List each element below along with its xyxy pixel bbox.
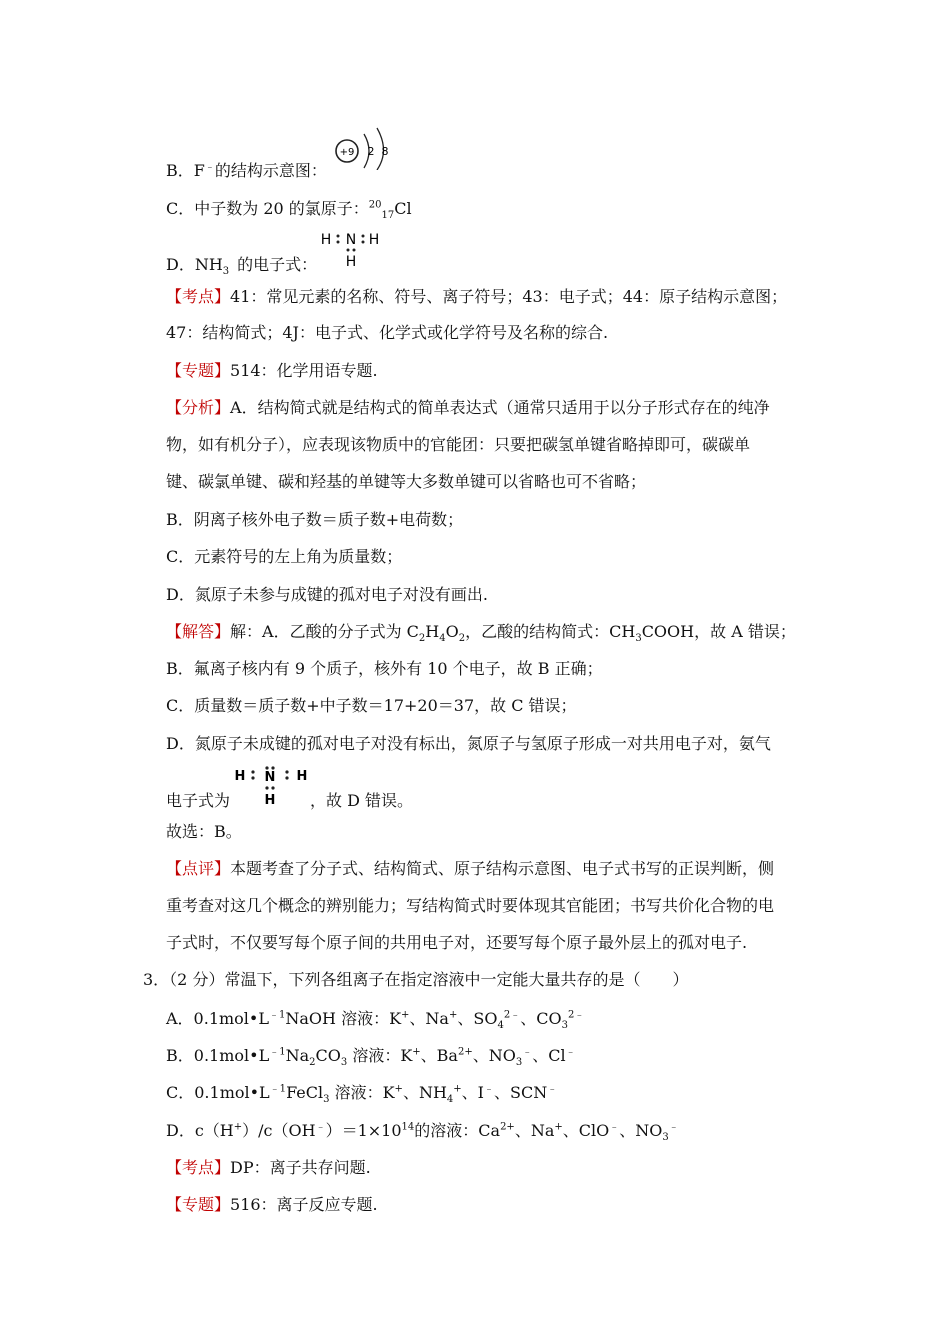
option-b-prev: B．F﹣的结构示意图： (166, 161, 327, 180)
ef-dot (347, 249, 350, 252)
ef-dot (362, 235, 365, 238)
zhuanti-tag: 【专题】 (166, 361, 231, 380)
jieda-d-2: 电子式为 ，故 D 错误。 (166, 791, 414, 810)
ef-h-bottom: H (264, 793, 276, 808)
ef-dot (337, 241, 340, 244)
fenxi-line-1: 【分析】A．结构简式就是结构式的简单表达式（通常只适用于以分子形式存在的纯净 (166, 398, 770, 417)
fenxi-d: D．氮原子未参与成键的孤对电子对没有画出. (166, 585, 488, 604)
ef-dot (265, 786, 268, 789)
kaodian-line-1: 【考点】41：常见元素的名称、符号、离子符号；43：电子式；44：原子结构示意图； (166, 287, 788, 306)
nucleus-charge: +9 (339, 147, 355, 158)
jieda-b: B．氟离子核内有 9 个质子，核外有 10 个电子，故 B 正确； (166, 659, 603, 678)
ef-dot (337, 235, 340, 238)
q3-option-c: C．$0.1mol•L^{﹣1}FeCl_3$ 溶液：K+、$NH_4^+$、I﹣、SCN﹣ (166, 1083, 558, 1106)
fenxi-tag: 【分析】 (166, 398, 231, 417)
jieda-c: C．质量数＝质子数+中子数＝17+20＝37，故 C 错误； (166, 696, 577, 715)
ef-dot (285, 770, 288, 773)
ef-h-right: H (296, 769, 308, 784)
ef-dot (362, 241, 365, 244)
nh3-electron-formula-image (316, 228, 386, 270)
option-c-prev: C．中子数为 20 的氯原子：$^{20}_{17}$Cl (166, 199, 412, 222)
q3-stem: 3．（2 分）常温下，下列各组离子在指定溶液中一定能大量共存的是（ ） (143, 970, 689, 989)
ef-h-left: H (234, 769, 246, 784)
ef-dot (251, 770, 254, 773)
q3-zhuanti: 【专题】516：离子反应专题. (166, 1195, 378, 1214)
shell-2-count: 8 (381, 145, 389, 158)
dianping-line-1: 【点评】本题考查了分子式、结构简式、原子结构示意图、电子式书写的正误判断，侧 (166, 859, 775, 878)
ef-h-bottom: H (345, 254, 357, 270)
zhuanti-line: 【专题】514：化学用语专题. (166, 361, 378, 380)
ef-dot (353, 249, 356, 252)
guxuan-line: 故选：B。 (166, 822, 242, 841)
ef-dot (251, 776, 254, 779)
ef-h-right: H (368, 232, 380, 248)
jieda-d-1: D．氮原子未成键的孤对电子对没有标出，氮原子与氢原子形成一对共用电子对，氨气 (166, 734, 771, 753)
dianping-line-3: 子式时，不仅要写每个原子间的共用电子对，还要写每个原子最外层上的孤对电子. (166, 933, 748, 952)
fluoride-structure-diagram (330, 124, 400, 170)
q3-kaodian: 【考点】DP：离子共存问题. (166, 1158, 371, 1177)
kaodian-line-2: 47：结构简式；4J：电子式、化学式或化学符号及名称的综合. (166, 323, 609, 342)
q3-kaodian-tag: 【考点】 (166, 1158, 231, 1177)
fenxi-line-2: 物，如有机分子），应表现该物质中的官能团：只要把碳氢单键省略掉即可，碳碳单 (166, 435, 751, 454)
q3-option-a: A．$0.1mol•L^{﹣1}NaOH$ 溶液：K+、Na+、$SO_4^{2﹣}$、$CO_3^{2﹣}$ (166, 1009, 585, 1032)
ef-n: N (264, 770, 276, 785)
nh3-full-electron-formula-image (232, 764, 316, 808)
option-d-prev: D．$NH_3$ 的电子式： (166, 255, 318, 278)
ef-dot (271, 786, 274, 789)
fenxi-line-3: 键、碳氯单键、碳和羟基的单键等大多数单键可以省略也可不省略； (166, 472, 647, 491)
dianping-tag: 【点评】 (166, 859, 231, 878)
jieda-tag: 【解答】 (166, 622, 231, 641)
ef-h-left: H (320, 232, 332, 248)
kaodian-tag: 【考点】 (166, 287, 231, 306)
q3-zhuanti-tag: 【专题】 (166, 1195, 231, 1214)
q3-option-b: B．$0.1mol•L^{﹣1}Na_2CO_3$ 溶液：K+、$Ba^{2+}$、$NO_3^﹣$、Cl﹣ (166, 1046, 576, 1069)
jieda-a: 【解答】解：A．乙酸的分子式为 $C_2H_4O_2$，乙酸的结构简式：$CH_3COOH$，故 A 错误； (166, 622, 796, 645)
q3-option-d: D．$c(H^+)/c(OH^﹣)=1\times 10^{14}$的溶液：$Ca^{2+}$、Na+、ClO﹣、$NO_3^﹣$ (166, 1121, 679, 1144)
fenxi-b: B．阴离子核外电子数＝质子数+电荷数； (166, 510, 464, 529)
shell-1-count: 2 (367, 145, 375, 158)
fenxi-c: C．元素符号的左上角为质量数； (166, 547, 403, 566)
ef-n: N (345, 232, 357, 248)
dianping-line-2: 重考查对这几个概念的辨别能力；写结构简式时要体现其官能团；书写共价化合物的电 (166, 896, 775, 915)
ef-dot (285, 776, 288, 779)
